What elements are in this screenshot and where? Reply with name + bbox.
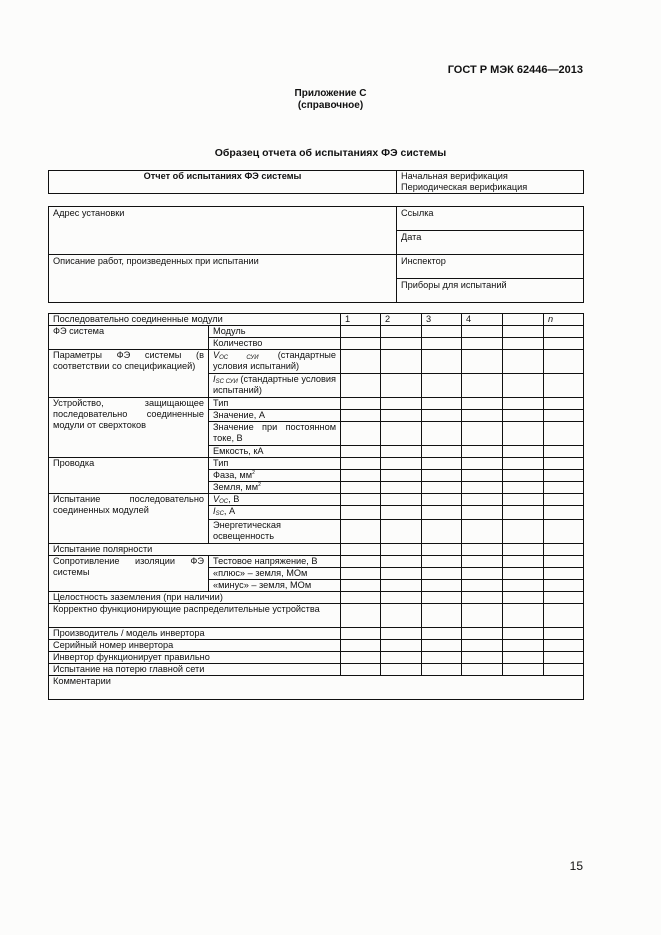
work-description-cell: Описание работ, произведенных при испытании <box>49 255 397 303</box>
report-title-cell: Отчет об испытаниях ФЭ системы <box>49 171 397 194</box>
pv-parameters-label: Параметры ФЭ системы (в соответствии со спецификацией) <box>49 350 209 398</box>
device-dc-value-label: Значение при постоянном токе, В <box>209 422 341 446</box>
test-voltage-label: Тестовое напряжение, В <box>209 556 341 568</box>
quantity-label: Количество <box>209 338 341 350</box>
earth-continuity-label: Целостность заземления (при наличии) <box>49 592 341 604</box>
annex-title: Приложение С <box>294 88 367 99</box>
installation-address-cell: Адрес установки <box>49 207 397 255</box>
voc-stc-label <box>209 350 341 374</box>
verification-options-cell <box>397 171 584 194</box>
wiring-type-label: Тип <box>209 458 341 470</box>
page-number: 15 <box>569 859 583 873</box>
standard-number: ГОСТ Р МЭК 62446—2013 <box>447 64 583 76</box>
column-header: 2 <box>381 314 422 326</box>
isc-symbol: I <box>213 374 216 384</box>
voc-subscript: OC СУИ <box>219 355 259 361</box>
insulation-resistance-label: Сопротивление изоляции ФЭ системы <box>49 556 209 592</box>
wiring-label: Проводка <box>49 458 209 494</box>
isc-stc-text: (стандартные условия испытаний) <box>213 374 337 395</box>
device-capacity-label: Емкость, кА <box>209 446 341 458</box>
polarity-test-label: Испытание полярности <box>49 544 341 556</box>
isc-amps-label: $I_{SC}$, А <box>209 506 341 520</box>
inverter-serial-label: Серийный номер инвертора <box>49 640 341 652</box>
column-header <box>503 314 544 326</box>
column-header: 3 <box>422 314 462 326</box>
isc-subscript: SC СУИ <box>215 379 238 385</box>
reference-cell: Ссылка <box>397 207 584 231</box>
info-table <box>48 206 584 303</box>
date-cell: Дата <box>397 231 584 255</box>
annex-heading <box>0 88 661 112</box>
string-test-label: Испытание последовательно соединенных модулей <box>49 494 209 544</box>
device-type-label: Тип <box>209 398 341 410</box>
device-value-label: Значение, А <box>209 410 341 422</box>
voc-stc-text: (стандартные условия испытаний) <box>213 350 337 371</box>
plus-ground-label: «плюс» – земля, МОм <box>209 568 341 580</box>
ground-label: Земля, $мм^2$ <box>209 482 341 494</box>
voc-symbol: V <box>213 350 220 360</box>
initial-verification: Начальная верификация <box>401 171 508 181</box>
periodic-verification: Периодическая верификация <box>401 182 528 192</box>
inverter-model-label: Производитель / модель инвертора <box>49 628 341 640</box>
string-header-label: Последовательно соединенные модули <box>49 314 341 326</box>
minus-ground-label: «минус» – земля, МОм <box>209 580 341 592</box>
module-label: Модуль <box>209 326 341 338</box>
pv-system-label: ФЭ система <box>49 326 209 350</box>
voc-volts-label: $V_{OC}$, В <box>209 494 341 506</box>
isc-stc-label <box>209 374 341 398</box>
report-type-table <box>48 170 584 194</box>
irradiance-label: Энергетическая освещенность <box>209 520 341 544</box>
inspector-cell: Инспектор <box>397 255 584 279</box>
loss-of-mains-label: Испытание на потерю главной сети <box>49 664 341 676</box>
column-header-n: n <box>544 314 584 326</box>
inverter-operation-label: Инвертор функционирует правильно <box>49 652 341 664</box>
switchgear-label: Корректно функционирующие распределительные устройства <box>49 604 341 628</box>
annex-subtitle: (справочное) <box>297 100 364 111</box>
column-header: 1 <box>341 314 381 326</box>
overcurrent-device-label: Устройство, защищающее последовательно соединенные модули от сверхтоков <box>49 398 209 458</box>
test-results-table <box>48 313 584 700</box>
column-header: 4 <box>462 314 503 326</box>
form-title: Образец отчета об испытаниях ФЭ системы <box>214 147 447 159</box>
comments-cell: Комментарии <box>49 676 584 700</box>
test-instruments-cell: Приборы для испытаний <box>397 279 584 303</box>
phase-label: Фаза, $мм^2$ <box>209 470 341 482</box>
